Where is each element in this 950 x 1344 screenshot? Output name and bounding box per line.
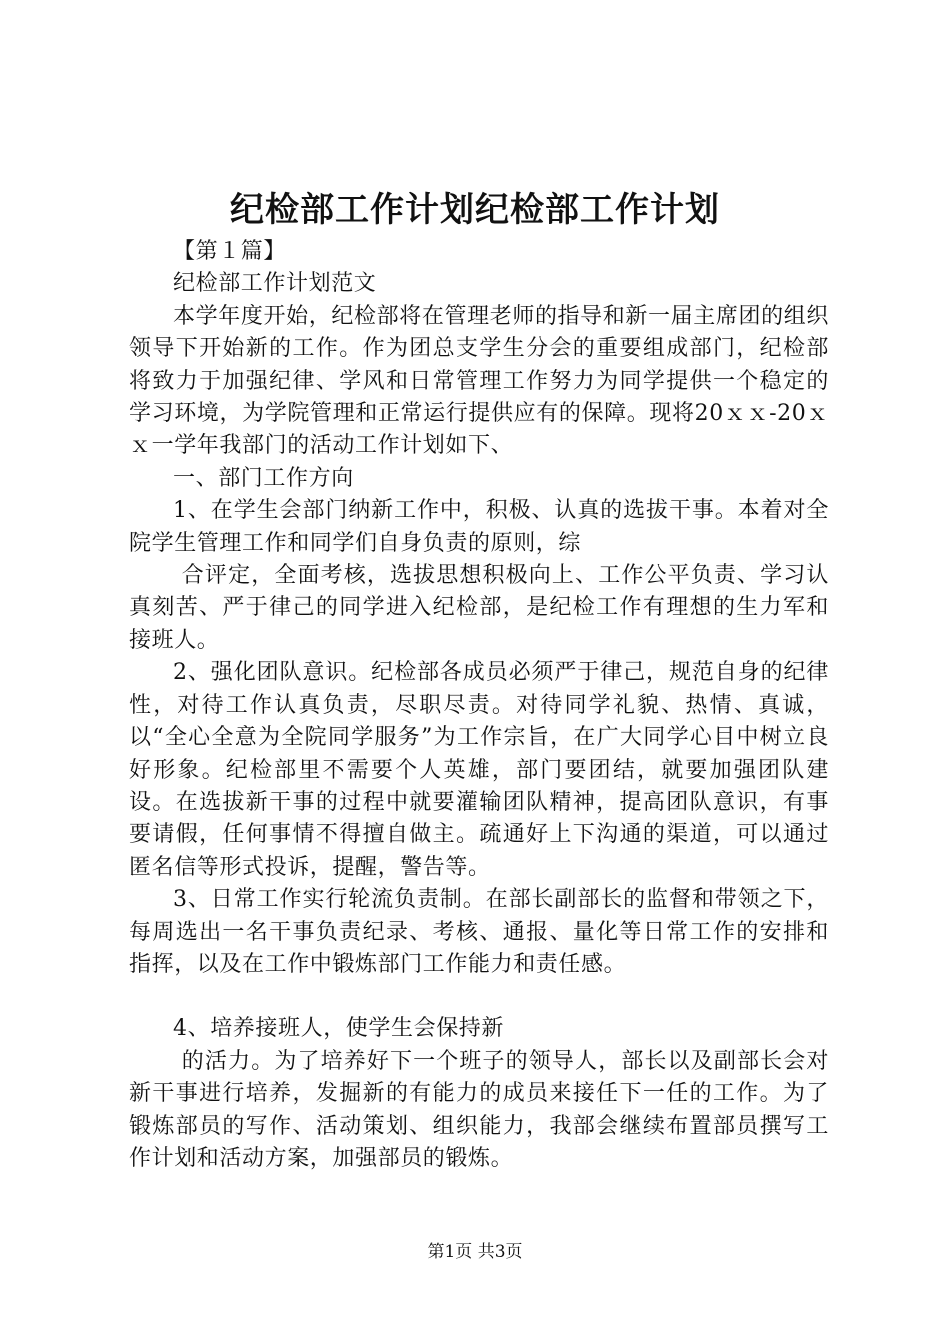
item-3-paragraph: 3、日常工作实行轮流负责制。在部长副部长的监督和带领之下，每周选出一名干事负责纪录、考核、通报、量化等日常工作的安排和指挥，以及在工作中锻炼部门工作能力和责任感。 [129,887,829,977]
document-title: 纪检部工作计划纪检部工作计划 [230,190,720,230]
intro-paragraph: 本学年度开始，纪检部将在管理老师的指导和新一届主席团的组织领导下开始新的工作。作为团总支学生分会的重要组成部门，纪检部将致力于加强纪律、学风和日常管理工作努力为同学提供一个稳定的学习环境，为学院管理和正常运行提供应有的保障。现将20ｘｘ-20ｘｘ一学年我部门的活动工作计划如下、 [129,303,829,459]
page-footer: 第1页 共3页 [427,1242,523,1262]
item-1-continuation: 合评定，全面考核，选拔思想积极向上、工作公平负责、学习认真刻苦、严于律己的同学进入纪检部，是纪检工作有理想的生力军和接班人。 [129,563,829,653]
document-body [129,236,829,1175]
item-4-continuation: 的活力。为了培养好下一个班子的领导人，部长以及副部长会对新干事进行培养，发掘新的有能力的成员来接任下一任的工作。为了锻炼部员的写作、活动策划、组织能力，我部会继续布置部员撰写工作计划和活动方案，加强部员的锻炼。 [129,1048,829,1171]
item-2-paragraph: 2、强化团队意识。纪检部各成员必须严于律己，规范自身的纪律性，对待工作认真负责，尽职尽责。对待同学礼貌、热情、真诚，以“全心全意为全院同学服务”为工作宗旨，在广大同学心目中树立良好形象。纪检部里不需要个人英雄，部门要团结，就要加强团队建设。在选拔新干事的过程中就要灌输团队精神，提高团队意识，有事要请假，任何事情不得擅自做主。疏通好上下沟通的渠道，可以通过匿名信等形式投诉，提醒，警告等。 [129,660,829,880]
subtitle-paragraph: 纪检部工作计划范文 [173,271,377,297]
section-marker: 【第１篇】 [173,239,287,264]
item-4-paragraph: 4、培养接班人，使学生会保持新 [173,1016,504,1042]
section-heading: 一、部门工作方向 [173,465,354,491]
item-1-paragraph: 1、在学生会部门纳新工作中，积极、认真的选拔干事。本着对全院学生管理工作和同学们自身负责的原则，综 [129,498,829,556]
